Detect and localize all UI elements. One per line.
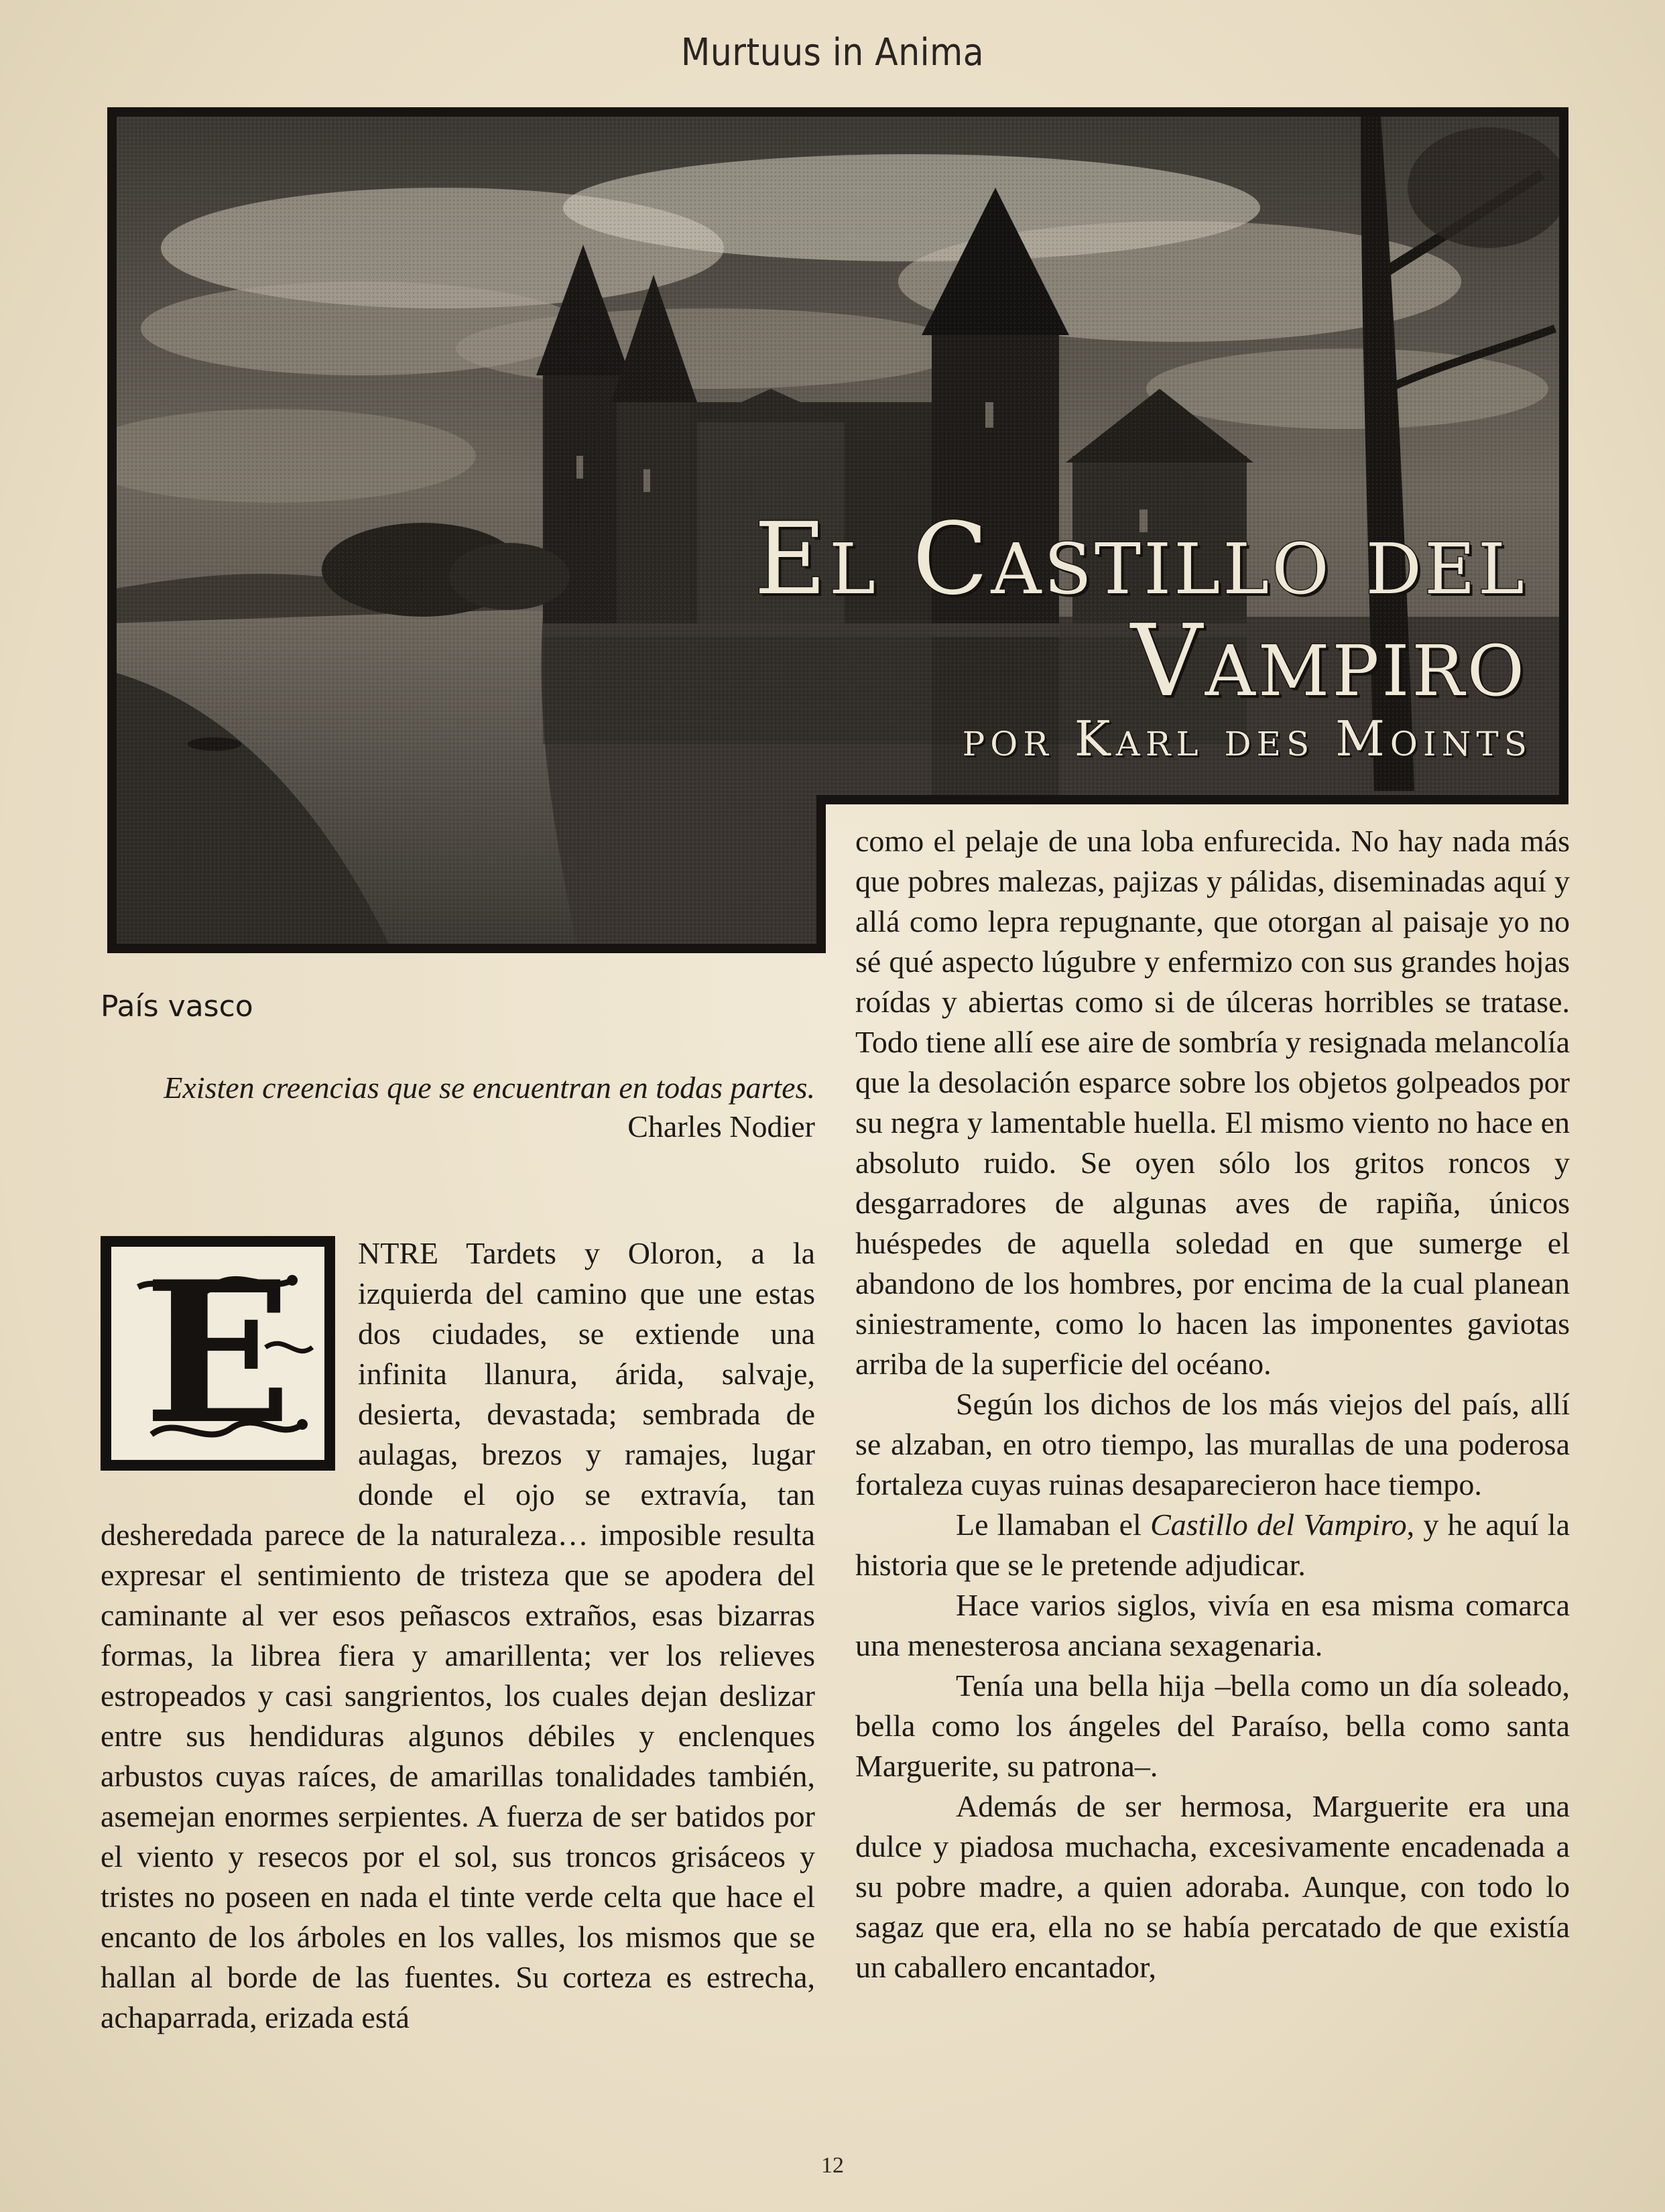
paragraph-1: NTRE Tardets y Oloron, a la izquierda del camino que une estas dos ciudades, se extiende una infinita llanura, árida, salvaje, desierta, devastada; sembrada de aulagas, brezos y ramajes, lugar donde el ojo se extravía, tan desheredada parece de la naturaleza… imposible resulta expresar el sentimiento de tristeza que se apodera del caminante al ver esos peñascos extraños, esas bizarras formas, la librea fiera y amarillenta; ver los relieves estropeados y casi sangrientos, los cuales dejan deslizar entre sus hendiduras algunos débiles y enclenques arbustos cuyas raíces, de amarillas tonalidades también, asemejan enormes serpientes. A fuerza de ser batidos por el viento y resecos por el sol, sus troncos grisáceos y tristes no poseen en nada el tinte verde celta que hace el encanto de los árboles en los valles, los mismos que se hallan al borde de las fuentes. Su corteza es estrecha, achaparrada, erizada está <box>101 1236 815 2034</box>
page-number: 12 <box>821 2153 844 2178</box>
location-label: País vasco <box>101 989 253 1024</box>
story-title-line2: Vampiro <box>1130 603 1527 719</box>
author-byline: por Karl des Moints <box>962 711 1532 767</box>
paragraph-3-text-b: , y he aquí la historia que se le pretende adjudicar. <box>855 1508 1570 1582</box>
paragraph-3-text-a: Le llamaban el <box>956 1508 1151 1542</box>
story-title <box>754 501 1527 719</box>
epigraph-quote: Existen creencias que se encuentran en todas partes. <box>164 1070 815 1105</box>
paragraph-6: Además de ser hermosa, Marguerite era una dulce y piadosa muchacha, excesivamente encadenada a su pobre madre, a quien adoraba. Aunque, con todo lo sagaz que era, ella no se había percatado de que existía un caballero encantador, <box>855 1789 1570 1984</box>
drop-cap-letter: E <box>143 1239 292 1467</box>
right-column <box>855 821 1570 1987</box>
paragraph-4: Hace varios siglos, vivía en esa misma comarca una menesterosa anciana sexagenaria. <box>855 1588 1570 1662</box>
castle-name-italic: Castillo del Vampiro <box>1150 1508 1407 1542</box>
drop-cap-ornament <box>101 1236 335 1471</box>
running-header: Murtuus in Anima <box>680 31 985 74</box>
story-title-line1: El Castillo del <box>754 501 1527 617</box>
left-column <box>101 1233 815 2038</box>
epigraph-author: Charles Nodier <box>627 1109 815 1144</box>
paragraph-5: Tenía una bella hija –bella como un día soleado, bella como los ángeles del Paraíso, bella como santa Marguerite, su patrona–. <box>855 1668 1570 1783</box>
paragraph-1-continued: como el pelaje de una loba enfurecida. No hay nada más que pobres malezas, pajizas y pálidas, diseminadas aquí y allá como lepra repugnante, que otorgan al paisaje yo no sé qué aspecto lúgubre y enfermizo con sus grandes hojas roídas y abiertas como si de úlceras horribles se tratase. Todo tiene allí ese aire de sombría y resignada melancolía que la desolación esparce sobre los objetos golpeados por su negra y lamentable huella. El mismo viento no hace en absoluto ruido. Se oyen sólo los gritos roncos y desgarradores de algunas aves de rapiña, únicos huéspedes de aquella soledad en que sumerge el abandono de los hombres, por encima de la cual planean siniestramente, como lo hacen las imponentes gaviotas arriba de la superficie del océano. <box>855 824 1570 1381</box>
paragraph-2: Según los dichos de los más viejos del país, allí se alzaban, en otro tiempo, las murallas de una poderosa fortaleza cuyas ruinas desaparecieron hace tiempo. <box>855 1387 1570 1501</box>
epigraph <box>101 1068 815 1146</box>
paragraph-3 <box>855 1505 1570 1585</box>
